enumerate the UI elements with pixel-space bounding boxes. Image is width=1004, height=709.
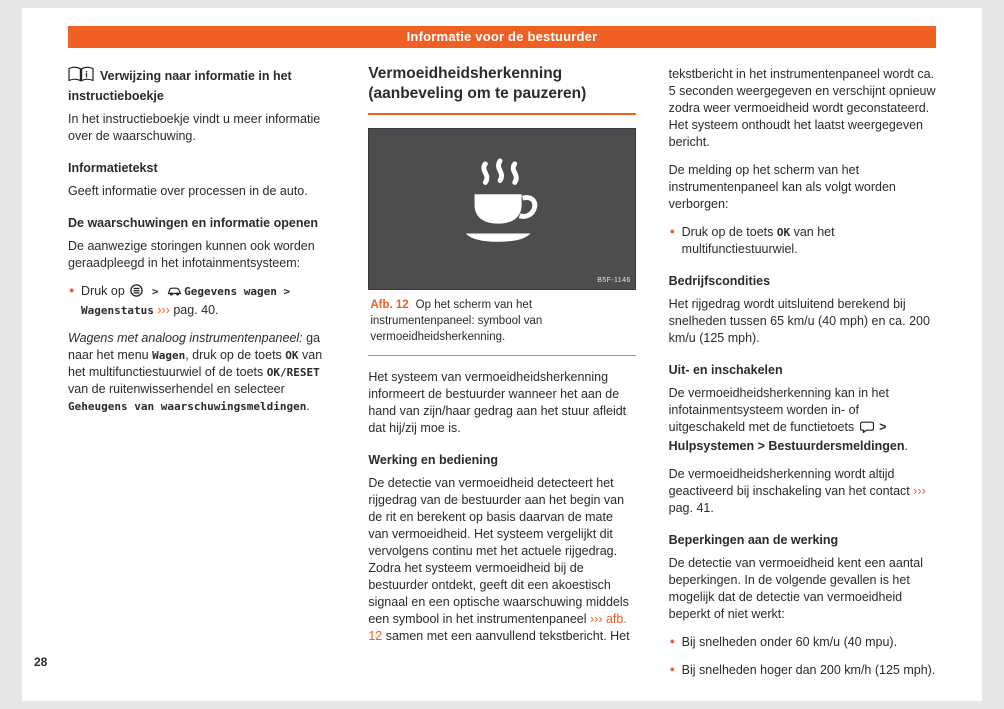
paragraph-werking bbox=[368, 475, 635, 645]
figure-reference-link[interactable]: ››› afb. 12 bbox=[368, 611, 627, 643]
paragraph-bedrijfscondities: Het rijgedrag wordt uitsluitend berekend bij snelheden tussen 65 km/u (40 mph) en ca. 200 km/u (125 mph). bbox=[668, 297, 930, 345]
bullet-text: Bij snelheden hoger dan 200 km/h (125 mph). bbox=[681, 663, 936, 677]
figure-caption-text: Op het scherm van het instrumentenpaneel: symbool van vermoeidheidsherkenning. bbox=[370, 298, 543, 343]
section-heading-text: Verwijzing naar informatie in het instructieboekje bbox=[68, 69, 292, 103]
assist-systems-function-key-icon bbox=[860, 421, 874, 438]
page-header-bar bbox=[68, 26, 936, 48]
section-heading-werking: Werking en bediening bbox=[368, 452, 498, 467]
ok-reset-key-label: OK/RESET bbox=[266, 366, 320, 379]
toggle-text: . bbox=[904, 439, 908, 453]
bullet-dot: ● bbox=[69, 285, 75, 295]
menu-wagen: Wagen bbox=[152, 349, 186, 362]
column-left bbox=[68, 64, 335, 661]
paragraph-hide-message: De melding op het scherm van het instrumentenpaneel kan als volgt worden verborgen: bbox=[668, 163, 896, 211]
ok-key-label: OK bbox=[776, 226, 791, 239]
page-reference-text: pag. 40. bbox=[169, 303, 219, 317]
manual-page bbox=[22, 8, 982, 701]
content-columns bbox=[68, 64, 936, 677]
paragraph-open-warnings: De aanwezige storingen kunnen ook worden geraadpleegd in het infotainmentsysteem: bbox=[68, 239, 315, 270]
figure-reference-code: B5F-1146 bbox=[597, 277, 631, 285]
bullet-dot: ● bbox=[669, 664, 676, 674]
bullet-speed-high bbox=[669, 662, 936, 679]
analog-text: van het multifunctiestuurwiel of de toets bbox=[68, 348, 323, 379]
section-heading-informatietekst: Informatietekst bbox=[68, 161, 158, 175]
fatigue-coffee-cup-icon bbox=[453, 156, 551, 261]
bullet-text: Druk op de toets bbox=[681, 225, 777, 239]
page-number: 28 bbox=[34, 655, 48, 669]
menu-path-assist: > Hulpsystemen > Bestuurdersmeldingen bbox=[668, 420, 905, 453]
paragraph-textmessage: tekstbericht in het instrumentenpaneel wordt ca. 5 seconden weergegeven en verschijnt opnieuw zodra weer vermoeidheid wordt geconstateerd. Het systeem onthoudt het laatst weergegeven bericht. bbox=[668, 67, 936, 149]
analog-text: , druk op de toets bbox=[185, 348, 286, 362]
paragraph-informatietekst: Geeft informatie over processen in de auto. bbox=[68, 184, 308, 198]
active-text: De vermoeidheidsherkenning wordt altijd geactiveerd bij inschakeling van het contact bbox=[668, 467, 914, 498]
page-header-title: Informatie voor de bestuurder bbox=[406, 29, 598, 44]
article-title: Vermoeidheidsherkenning (aanbeveling om te pauzeren) bbox=[368, 64, 635, 115]
svg-text:i: i bbox=[85, 69, 88, 80]
analog-text: ga naar het menu bbox=[68, 331, 321, 362]
page-reference-link[interactable]: ››› bbox=[157, 303, 170, 317]
separator-chevron: > bbox=[145, 285, 166, 298]
infotainment-menu-icon bbox=[130, 284, 143, 302]
book-info-icon bbox=[68, 66, 94, 88]
paragraph-beperkingen: De detectie van vermoeidheid kent een aantal beperkingen. In de volgende gevallen is het mogelijk dat de detectie van vermoeidheid beperkt of niet werkt: bbox=[668, 556, 923, 621]
menu-warning-memory: Geheugens van waarschuwingsmeldingen bbox=[68, 400, 307, 413]
bullet-dot: ● bbox=[669, 226, 676, 236]
bullet-text: van het multifunctiestuurwiel. bbox=[681, 225, 835, 256]
column-right bbox=[668, 64, 936, 677]
werking-text: De detectie van vermoeidheid detecteert het rijgedrag van de bestuurder aan het begin van de rit en berekent op basis daarvan de mate van vermoeidheid. Het systeem vergelijkt dit vervolgens continu met het actuele rijgedrag. Zodra het systeem vermoeidheid bij de bestuurder ontdekt, geeft dit een akoestisch signaal en een optische waarschuwing middels een symbool in het instrumentenpaneel bbox=[368, 475, 629, 626]
section-heading-bedrijfscondities: Bedrijfscondities bbox=[668, 274, 771, 288]
analog-text: van de ruitenwisserhendel en selecteer bbox=[68, 382, 285, 396]
analog-text: . bbox=[306, 399, 310, 413]
page-reference-link[interactable]: ››› bbox=[913, 484, 926, 498]
bullet-speed-low bbox=[669, 634, 936, 651]
section-heading-beperkingen: Beperkingen aan de werking bbox=[668, 533, 839, 547]
werking-text: samen met een aanvullend tekstbericht. Het bbox=[382, 628, 630, 643]
section-heading-info-reference bbox=[68, 66, 335, 105]
menu-path-vehicle-status: Gegevens wagen > Wagenstatus bbox=[81, 285, 291, 317]
bullet-text: Bij snelheden onder 60 km/u (40 mpu). bbox=[681, 635, 898, 649]
paragraph-analog-cluster bbox=[68, 330, 335, 415]
bullet-press-ok bbox=[669, 224, 936, 258]
section-heading-open-warnings: De waarschuwingen en informatie openen bbox=[68, 216, 319, 230]
bullet-open-infotainment bbox=[68, 283, 335, 319]
paragraph-info-reference: In het instructieboekje vindt u meer informatie over de waarschuwing. bbox=[68, 112, 321, 143]
figure-label: Afb. 12 bbox=[370, 298, 409, 311]
toggle-text: De vermoeidheidsherkenning kan in het infotainmentsysteem worden in- of uitgeschakeld met de functietoets bbox=[668, 386, 889, 434]
vehicle-data-icon bbox=[167, 285, 182, 302]
paragraph-system-intro: Het systeem van vermoeidheidsherkenning informeert de bestuurder wanneer het aan de hand van zijn/haar gedrag aan het stuur afleidt dat hij/zij moe is. bbox=[368, 369, 627, 435]
figure-12-caption bbox=[368, 290, 635, 356]
active-text: pag. 41. bbox=[668, 501, 714, 515]
ok-key-label: OK bbox=[285, 349, 299, 362]
paragraph-always-active bbox=[669, 466, 936, 517]
section-heading-uit-inschakelen: Uit- en inschakelen bbox=[668, 363, 783, 377]
paragraph-uit-inschakelen bbox=[669, 385, 936, 455]
column-middle bbox=[368, 64, 635, 661]
analog-lead-in: Wagens met analoog instrumentenpaneel: bbox=[68, 331, 303, 345]
figure-12-image bbox=[368, 128, 635, 290]
bullet-dot: ● bbox=[669, 636, 676, 646]
bullet-text: Druk op bbox=[81, 284, 129, 298]
